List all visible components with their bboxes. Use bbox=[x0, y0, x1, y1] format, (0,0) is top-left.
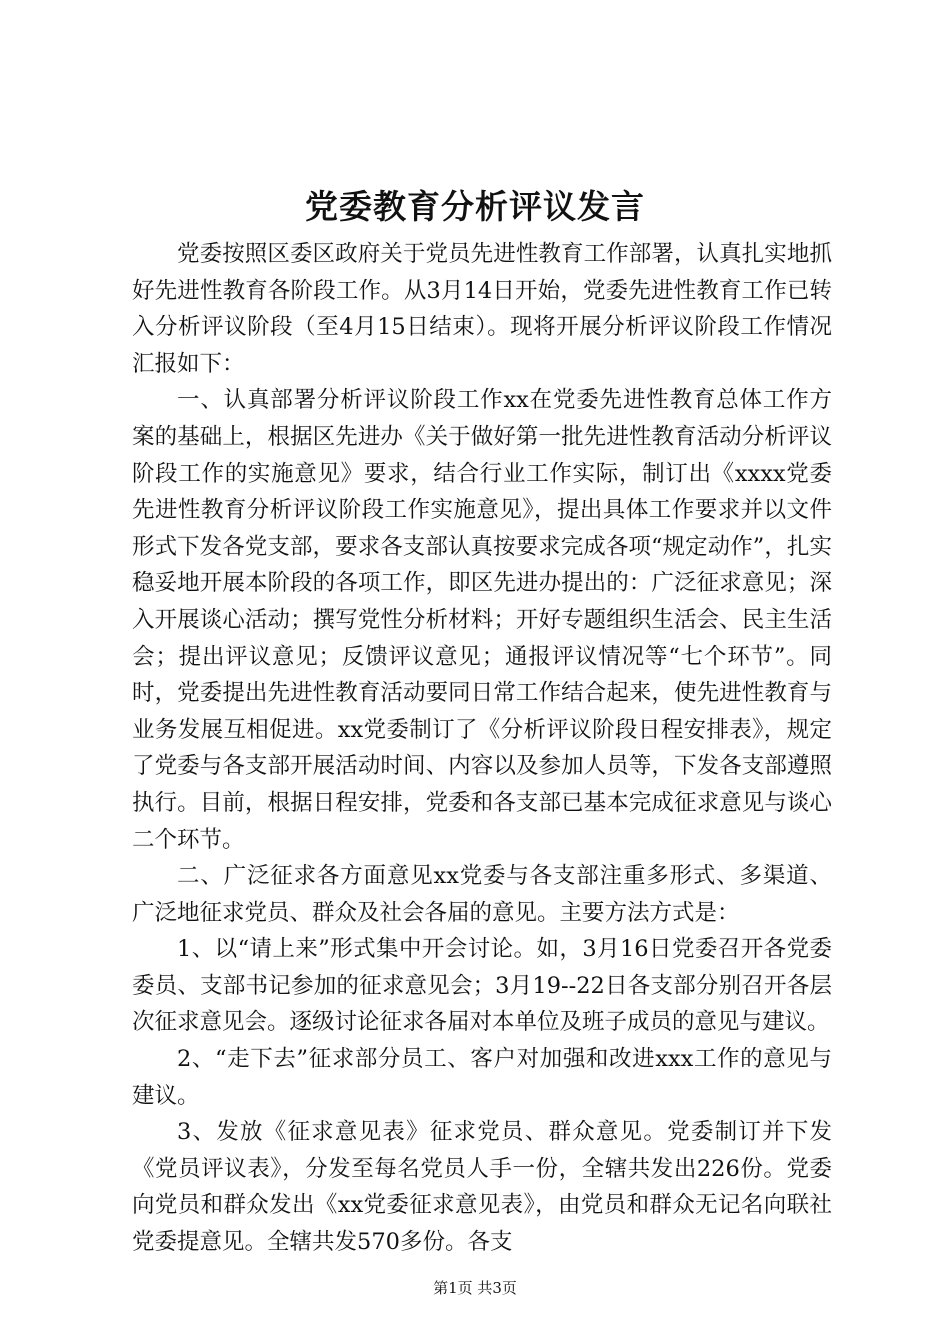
paragraph-section-1: 一、认真部署分析评议阶段工作xx在党委先进性教育总体工作方案的基础上，根据区先进办《关于做好第一批先进性教育活动分析评议阶段工作的实施意见》要求，结合行业工作实际，制订出《xxxx党委先进性教育分析评议阶段工作实施意见》，提出具体工作要求并以文件形式下发各党支部，要求各支部认真按要求完成各项“规定动作”，扎实稳妥地开展本阶段的各项工作，即区先进办提出的：广泛征求意见；深入开展谈心活动；撰写党性分析材料；开好专题组织生活会、民主生活会；提出评议意见；反馈评议意见；通报评议情况等“七个环节”。同时，党委提出先进性教育活动要同日常工作结合起来，使先进性教育与业务发展互相促进。xx党委制订了《分析评议阶段日程安排表》，规定了党委与各支部开展活动时间、内容以及参加人员等，下发各支部遵照执行。目前，根据日程安排，党委和各支部已基本完成征求意见与谈心二个环节。 bbox=[132, 387, 832, 853]
document-body bbox=[132, 236, 832, 1261]
paragraph-item-3: 3、发放《征求意见表》征求党员、群众意见。党委制订并下发《党员评议表》，分发至每名党员人手一份，全辖共发出226份。党委向党员和群众发出《xx党委征求意见表》，由党员和群众无记名向联社党委提意见。全辖共发570多份。各支 bbox=[132, 1119, 832, 1256]
document-title: 党委教育分析评议发言 bbox=[305, 187, 645, 226]
paragraph-intro: 党委按照区委区政府关于党员先进性教育工作部署，认真扎实地抓好先进性教育各阶段工作。从3月14日开始，党委先进性教育工作已转入分析评议阶段（至4月15日结束）。现将开展分析评议阶段工作情况汇报如下： bbox=[132, 241, 832, 377]
paragraph-item-1: 1、以“请上来”形式集中开会讨论。如，3月16日党委召开各党委委员、支部书记参加的征求意见会；3月19--22日各支部分别召开各层次征求意见会。逐级讨论征求各届对本单位及班子成员的意见与建议。 bbox=[132, 936, 832, 1036]
page-number-footer: 第1页 共3页 bbox=[433, 1279, 517, 1297]
paragraph-item-2: 2、“走下去”征求部分员工、客户对加强和改进xxx工作的意见与建议。 bbox=[132, 1046, 832, 1109]
paragraph-section-2: 二、广泛征求各方面意见xx党委与各支部注重多形式、多渠道、广泛地征求党员、群众及社会各届的意见。主要方法方式是： bbox=[132, 863, 832, 926]
